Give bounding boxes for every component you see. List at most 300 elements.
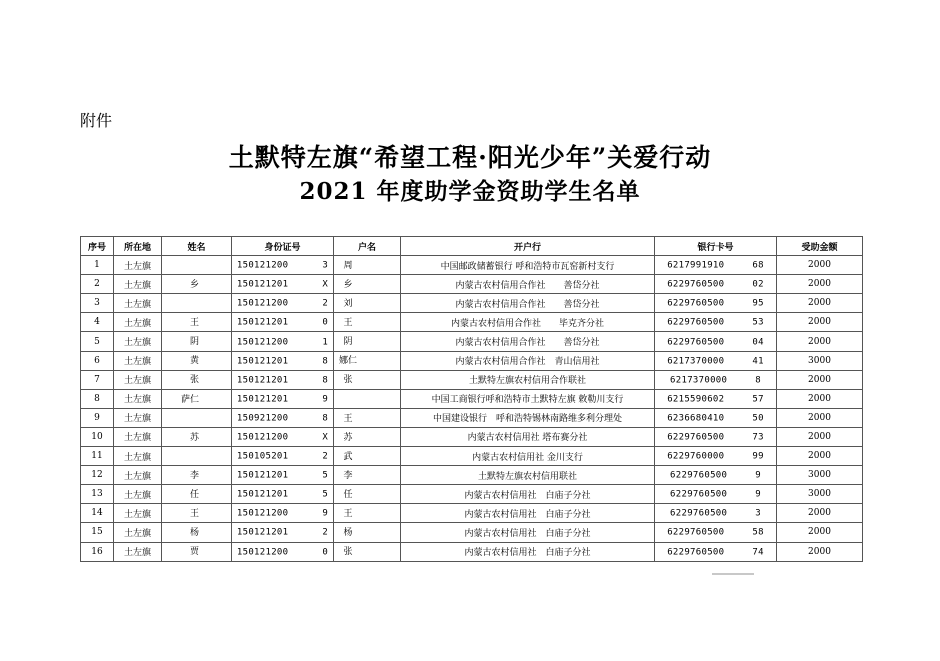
redaction-block bbox=[727, 506, 755, 520]
student-name: 王 bbox=[189, 509, 199, 520]
table-row bbox=[81, 389, 863, 408]
student-name: 贾 bbox=[189, 547, 199, 558]
row-number: 4 bbox=[94, 317, 100, 328]
cell-bank bbox=[401, 332, 655, 351]
redaction-block bbox=[724, 411, 752, 425]
id-suffix: X bbox=[322, 432, 329, 443]
location-text: 土左旗 bbox=[123, 376, 151, 387]
location-text: 土左旗 bbox=[123, 509, 151, 520]
cell-no bbox=[81, 504, 114, 523]
location-text: 土左旗 bbox=[123, 299, 151, 310]
id-prefix: 150121201 bbox=[236, 489, 289, 500]
cell-amount bbox=[777, 408, 863, 427]
id-prefix: 150105201 bbox=[236, 451, 289, 462]
row-number: 3 bbox=[94, 298, 100, 309]
cell-account-name bbox=[334, 542, 401, 561]
table-row bbox=[81, 408, 863, 427]
cell-no bbox=[81, 256, 114, 275]
bank-name: 内蒙古农村信用社 白庙子分社 bbox=[464, 548, 591, 559]
row-number: 14 bbox=[91, 508, 103, 519]
cell-bank bbox=[401, 370, 655, 389]
card-prefix: 6229760500 bbox=[667, 527, 725, 538]
student-name: 乡 bbox=[189, 279, 199, 290]
card-prefix: 6229760500 bbox=[667, 337, 725, 348]
redaction-block bbox=[199, 430, 229, 444]
redaction-block bbox=[724, 354, 752, 368]
id-suffix: 2 bbox=[322, 451, 329, 462]
cell-no bbox=[81, 447, 114, 466]
cell-bank bbox=[401, 427, 655, 446]
table-body bbox=[81, 256, 863, 562]
cell-no bbox=[81, 466, 114, 485]
document-title-line-1: 土默特左旗“希望工程·阳光少年”关爱行动 bbox=[228, 143, 712, 172]
redaction-block bbox=[724, 430, 752, 444]
id-suffix: 8 bbox=[322, 375, 329, 386]
location-text: 土左旗 bbox=[123, 490, 151, 501]
cell-no bbox=[81, 523, 114, 542]
aid-amount: 2000 bbox=[808, 546, 831, 557]
bank-name: 内蒙古农村信用合作社 善岱分社 bbox=[455, 280, 600, 291]
cell-amount bbox=[777, 466, 863, 485]
redaction-block bbox=[724, 277, 752, 291]
account-name: 杨 bbox=[343, 528, 353, 539]
aid-amount: 3000 bbox=[808, 470, 831, 481]
id-suffix: 5 bbox=[322, 470, 329, 481]
bank-name: 内蒙古农村信用社 塔布赛分社 bbox=[467, 433, 588, 444]
aid-amount: 2000 bbox=[808, 336, 831, 347]
row-number: 9 bbox=[94, 412, 100, 423]
cell-location bbox=[114, 389, 162, 408]
redaction-block bbox=[199, 545, 229, 559]
redaction-block bbox=[199, 507, 229, 521]
redaction-block bbox=[288, 354, 322, 368]
cell-amount bbox=[777, 447, 863, 466]
redaction-block bbox=[288, 468, 322, 482]
row-number: 15 bbox=[91, 527, 103, 538]
cell-account-name bbox=[334, 313, 401, 332]
card-prefix: 6217991910 bbox=[667, 260, 725, 271]
cell-location bbox=[114, 370, 162, 389]
cell-name bbox=[162, 466, 232, 485]
student-name: 王 bbox=[189, 318, 199, 329]
card-suffix: 74 bbox=[752, 547, 764, 558]
cell-location bbox=[114, 408, 162, 427]
student-name: 苏 bbox=[189, 432, 199, 443]
bank-name: 内蒙古农村信用合作社 毕克齐分社 bbox=[450, 318, 604, 329]
card-suffix: 9 bbox=[755, 489, 761, 500]
card-suffix: 53 bbox=[752, 317, 764, 328]
redaction-block bbox=[288, 335, 322, 349]
cell-card-number bbox=[655, 275, 777, 294]
bank-name: 内蒙古农村信用社 金川支行 bbox=[472, 452, 583, 463]
card-suffix: 68 bbox=[752, 260, 764, 271]
id-suffix: 9 bbox=[322, 508, 329, 519]
cell-name bbox=[162, 313, 232, 332]
id-suffix: 2 bbox=[322, 298, 329, 309]
student-aid-table bbox=[80, 236, 863, 562]
table-row bbox=[81, 523, 863, 542]
bank-name: 内蒙古农村信用合作社 青山信用社 bbox=[455, 357, 600, 368]
cell-amount bbox=[777, 275, 863, 294]
account-name: 任 bbox=[343, 490, 353, 501]
table-row bbox=[81, 313, 863, 332]
cell-location bbox=[114, 523, 162, 542]
account-name: 张 bbox=[343, 547, 353, 558]
table-row bbox=[81, 351, 863, 370]
cell-no bbox=[81, 389, 114, 408]
document-title-line-2: 2021 年度助学金资助学生名单 bbox=[299, 178, 641, 205]
location-text: 土左旗 bbox=[123, 338, 151, 349]
id-suffix: 1 bbox=[322, 337, 329, 348]
redaction-block bbox=[353, 545, 391, 559]
row-number: 7 bbox=[94, 374, 100, 385]
cell-account-name bbox=[334, 504, 401, 523]
id-suffix: X bbox=[322, 279, 329, 290]
id-prefix: 150121201 bbox=[236, 527, 289, 538]
redaction-block bbox=[724, 392, 752, 406]
card-suffix: 41 bbox=[752, 356, 764, 367]
redaction-block bbox=[727, 468, 755, 482]
card-prefix: 6217370000 bbox=[670, 375, 728, 386]
card-prefix: 6236680410 bbox=[667, 413, 725, 424]
card-prefix: 6229760500 bbox=[670, 470, 728, 481]
id-prefix: 150121200 bbox=[236, 337, 289, 348]
location-text: 土左旗 bbox=[123, 471, 151, 482]
redaction-block bbox=[288, 545, 322, 559]
table-row bbox=[81, 332, 863, 351]
cell-card-number bbox=[655, 294, 777, 313]
account-name: 周 bbox=[343, 260, 353, 271]
redaction-block bbox=[724, 315, 752, 329]
redaction-block bbox=[199, 258, 229, 272]
id-prefix: 150121201 bbox=[236, 356, 289, 367]
cell-account-name bbox=[334, 256, 401, 275]
redaction-block bbox=[724, 296, 752, 310]
bank-name: 内蒙古农村信用社 白庙子分社 bbox=[464, 490, 591, 501]
cell-amount bbox=[777, 427, 863, 446]
cell-account-name bbox=[334, 523, 401, 542]
cell-no bbox=[81, 370, 114, 389]
redaction-block bbox=[199, 373, 229, 387]
cell-bank bbox=[401, 275, 655, 294]
cell-id-number bbox=[232, 351, 334, 370]
cell-bank bbox=[401, 523, 655, 542]
cell-card-number bbox=[655, 485, 777, 504]
card-suffix: 73 bbox=[752, 432, 764, 443]
account-name: 刘 bbox=[343, 299, 353, 310]
id-prefix: 150121201 bbox=[236, 470, 289, 481]
redaction-block bbox=[724, 258, 752, 272]
aid-amount: 2000 bbox=[808, 393, 831, 404]
table-row bbox=[81, 427, 863, 446]
card-prefix: 6215590602 bbox=[667, 394, 725, 405]
redaction-block bbox=[199, 316, 229, 330]
row-number: 11 bbox=[91, 451, 103, 462]
aid-amount: 3000 bbox=[808, 489, 831, 500]
card-suffix: 04 bbox=[752, 337, 764, 348]
location-text: 土左旗 bbox=[123, 452, 151, 463]
cell-card-number bbox=[655, 351, 777, 370]
card-suffix: 95 bbox=[752, 298, 764, 309]
cell-card-number bbox=[655, 504, 777, 523]
card-prefix: 6229760500 bbox=[667, 279, 725, 290]
cell-name bbox=[162, 427, 232, 446]
cell-card-number bbox=[655, 447, 777, 466]
cell-bank bbox=[401, 294, 655, 313]
redaction-block bbox=[353, 277, 391, 291]
account-name: 乡 bbox=[343, 279, 353, 290]
card-suffix: 99 bbox=[752, 451, 764, 462]
table-row bbox=[81, 256, 863, 275]
id-suffix: 9 bbox=[322, 394, 329, 405]
card-prefix: 6229760500 bbox=[667, 432, 725, 443]
bank-name: 内蒙古农村信用合作社 善岱分社 bbox=[455, 338, 600, 349]
card-suffix: 8 bbox=[755, 375, 761, 386]
cell-bank bbox=[401, 313, 655, 332]
bank-name: 土默特左旗农村信用合作联社 bbox=[468, 376, 586, 387]
header-name: 姓名 bbox=[162, 237, 232, 256]
id-suffix: 8 bbox=[322, 356, 329, 367]
redaction-block bbox=[288, 392, 322, 406]
redaction-block bbox=[199, 296, 229, 310]
location-text: 土左旗 bbox=[123, 548, 151, 559]
cell-no bbox=[81, 427, 114, 446]
header-id-number: 身份证号 bbox=[232, 237, 334, 256]
cell-bank bbox=[401, 466, 655, 485]
header-no: 序号 bbox=[81, 237, 114, 256]
cell-id-number bbox=[232, 256, 334, 275]
cell-bank bbox=[401, 256, 655, 275]
cell-card-number bbox=[655, 466, 777, 485]
cell-name bbox=[162, 504, 232, 523]
redaction-block bbox=[199, 392, 229, 406]
account-name: 王 bbox=[343, 318, 353, 329]
aid-amount: 2000 bbox=[808, 374, 831, 385]
cell-location bbox=[114, 466, 162, 485]
location-text: 土左旗 bbox=[123, 414, 151, 425]
id-prefix: 150921200 bbox=[236, 413, 289, 424]
row-number: 10 bbox=[91, 431, 103, 442]
redaction-block bbox=[288, 296, 322, 310]
card-suffix: 57 bbox=[752, 394, 764, 405]
cell-no bbox=[81, 542, 114, 561]
cell-name bbox=[162, 294, 232, 313]
student-name: 阴 bbox=[189, 337, 199, 348]
location-text: 土左旗 bbox=[123, 357, 151, 368]
cell-name bbox=[162, 370, 232, 389]
student-name: 杨 bbox=[189, 528, 199, 539]
id-prefix: 150121201 bbox=[236, 279, 289, 290]
card-prefix: 6229760500 bbox=[670, 508, 728, 519]
cell-bank bbox=[401, 542, 655, 561]
student-name: 张 bbox=[189, 375, 199, 386]
cell-card-number bbox=[655, 313, 777, 332]
id-prefix: 150121200 bbox=[236, 547, 289, 558]
cell-account-name bbox=[334, 485, 401, 504]
cell-card-number bbox=[655, 332, 777, 351]
annex-label: 附件 bbox=[80, 111, 113, 130]
redaction-block bbox=[288, 430, 322, 444]
redaction-block bbox=[288, 373, 322, 387]
redaction-block bbox=[288, 258, 322, 272]
redaction-block bbox=[199, 468, 229, 482]
table-row bbox=[81, 370, 863, 389]
account-name: 王 bbox=[343, 509, 353, 520]
row-number: 12 bbox=[91, 470, 103, 481]
cell-id-number bbox=[232, 427, 334, 446]
id-prefix: 150121200 bbox=[236, 298, 289, 309]
cell-name bbox=[162, 332, 232, 351]
cell-account-name bbox=[334, 466, 401, 485]
row-number: 16 bbox=[91, 546, 103, 557]
cell-amount bbox=[777, 504, 863, 523]
redaction-block bbox=[288, 506, 322, 520]
cell-amount bbox=[777, 523, 863, 542]
cell-amount bbox=[777, 313, 863, 332]
cell-bank bbox=[401, 389, 655, 408]
table-row bbox=[81, 504, 863, 523]
cell-location bbox=[114, 256, 162, 275]
id-suffix: 5 bbox=[322, 489, 329, 500]
cell-location bbox=[114, 351, 162, 370]
cell-account-name bbox=[334, 294, 401, 313]
cell-bank bbox=[401, 351, 655, 370]
aid-amount: 2000 bbox=[808, 527, 831, 538]
redaction-block bbox=[288, 277, 322, 291]
header-bank: 开户行 bbox=[401, 237, 655, 256]
id-prefix: 150121200 bbox=[236, 260, 289, 271]
bank-name: 土默特左旗农村信用联社 bbox=[477, 471, 577, 482]
redaction-block bbox=[724, 545, 752, 559]
cell-card-number bbox=[655, 389, 777, 408]
location-text: 土左旗 bbox=[123, 261, 151, 272]
redaction-block bbox=[727, 487, 755, 501]
cell-location bbox=[114, 504, 162, 523]
redaction-block bbox=[348, 392, 386, 406]
cell-account-name bbox=[334, 351, 401, 370]
cell-name bbox=[162, 485, 232, 504]
redaction-block bbox=[353, 488, 391, 502]
student-name: 萨仁 bbox=[180, 394, 199, 405]
cell-location bbox=[114, 485, 162, 504]
id-prefix: 150121201 bbox=[236, 394, 289, 405]
redaction-block bbox=[199, 449, 229, 463]
card-suffix: 3 bbox=[755, 508, 761, 519]
cell-id-number bbox=[232, 389, 334, 408]
bank-name: 中国工商银行呼和浩特市土默特左旗 敕勒川支行 bbox=[431, 395, 624, 406]
redaction-block bbox=[353, 526, 391, 540]
card-prefix: 6229760500 bbox=[667, 298, 725, 309]
bank-name: 中国邮政储蓄银行 呼和浩特市瓦窑新村支行 bbox=[440, 261, 615, 272]
aid-amount: 2000 bbox=[808, 412, 831, 423]
account-name: 阴 bbox=[343, 337, 353, 348]
cell-id-number bbox=[232, 370, 334, 389]
student-name: 黄 bbox=[189, 356, 199, 367]
cell-amount bbox=[777, 332, 863, 351]
student-name: 李 bbox=[189, 470, 199, 481]
bank-name: 中国建设银行 呼和浩特锡林南路维多利分理处 bbox=[432, 414, 622, 425]
cell-account-name bbox=[334, 370, 401, 389]
row-number: 6 bbox=[94, 355, 100, 366]
cell-id-number bbox=[232, 447, 334, 466]
aid-amount: 2000 bbox=[808, 508, 831, 519]
cell-no bbox=[81, 408, 114, 427]
table-row bbox=[81, 294, 863, 313]
cell-name bbox=[162, 389, 232, 408]
redaction-block bbox=[353, 316, 391, 330]
cell-id-number bbox=[232, 504, 334, 523]
card-suffix: 9 bbox=[755, 470, 761, 481]
table-row bbox=[81, 542, 863, 561]
redaction-block bbox=[353, 449, 391, 463]
redaction-block bbox=[353, 411, 391, 425]
id-suffix: 0 bbox=[322, 317, 329, 328]
location-text: 土左旗 bbox=[123, 528, 151, 539]
cell-id-number bbox=[232, 485, 334, 504]
card-prefix: 6229760500 bbox=[670, 489, 728, 500]
account-name: 武 bbox=[343, 451, 353, 462]
cell-bank bbox=[401, 447, 655, 466]
cell-name bbox=[162, 523, 232, 542]
cell-no bbox=[81, 313, 114, 332]
cell-account-name bbox=[334, 408, 401, 427]
cell-account-name bbox=[334, 447, 401, 466]
cell-no bbox=[81, 351, 114, 370]
table-row bbox=[81, 485, 863, 504]
redaction-block bbox=[353, 430, 391, 444]
redaction-block bbox=[288, 315, 322, 329]
bank-name: 内蒙古农村信用社 白庙子分社 bbox=[464, 528, 591, 539]
cell-name bbox=[162, 256, 232, 275]
cell-no bbox=[81, 294, 114, 313]
aid-amount: 2000 bbox=[808, 451, 831, 462]
row-number: 1 bbox=[94, 260, 100, 271]
redaction-block bbox=[199, 277, 229, 291]
cell-amount bbox=[777, 351, 863, 370]
id-prefix: 150121201 bbox=[236, 375, 289, 386]
cell-location bbox=[114, 313, 162, 332]
redaction-block bbox=[357, 354, 395, 368]
id-prefix: 150121200 bbox=[236, 432, 289, 443]
redaction-block bbox=[727, 373, 755, 387]
aid-amount: 2000 bbox=[808, 260, 831, 271]
location-text: 土左旗 bbox=[123, 395, 151, 406]
cell-bank bbox=[401, 485, 655, 504]
redaction-block bbox=[199, 488, 229, 502]
cell-amount bbox=[777, 256, 863, 275]
redaction-block bbox=[199, 526, 229, 540]
card-prefix: 6229760500 bbox=[667, 547, 725, 558]
cell-name bbox=[162, 542, 232, 561]
cell-bank bbox=[401, 408, 655, 427]
cell-name bbox=[162, 275, 232, 294]
cell-id-number bbox=[232, 275, 334, 294]
cell-amount bbox=[777, 542, 863, 561]
table-row bbox=[81, 275, 863, 294]
card-prefix: 6229760500 bbox=[667, 317, 725, 328]
cell-amount bbox=[777, 389, 863, 408]
aid-amount: 2000 bbox=[808, 317, 831, 328]
account-name: 张 bbox=[343, 375, 353, 386]
redaction-block bbox=[288, 525, 322, 539]
card-prefix: 6217370000 bbox=[667, 356, 725, 367]
location-text: 土左旗 bbox=[123, 433, 151, 444]
header-location: 所在地 bbox=[114, 237, 162, 256]
cell-amount bbox=[777, 370, 863, 389]
id-suffix: 3 bbox=[322, 260, 329, 271]
location-text: 土左旗 bbox=[123, 280, 151, 291]
id-suffix: 0 bbox=[322, 547, 329, 558]
